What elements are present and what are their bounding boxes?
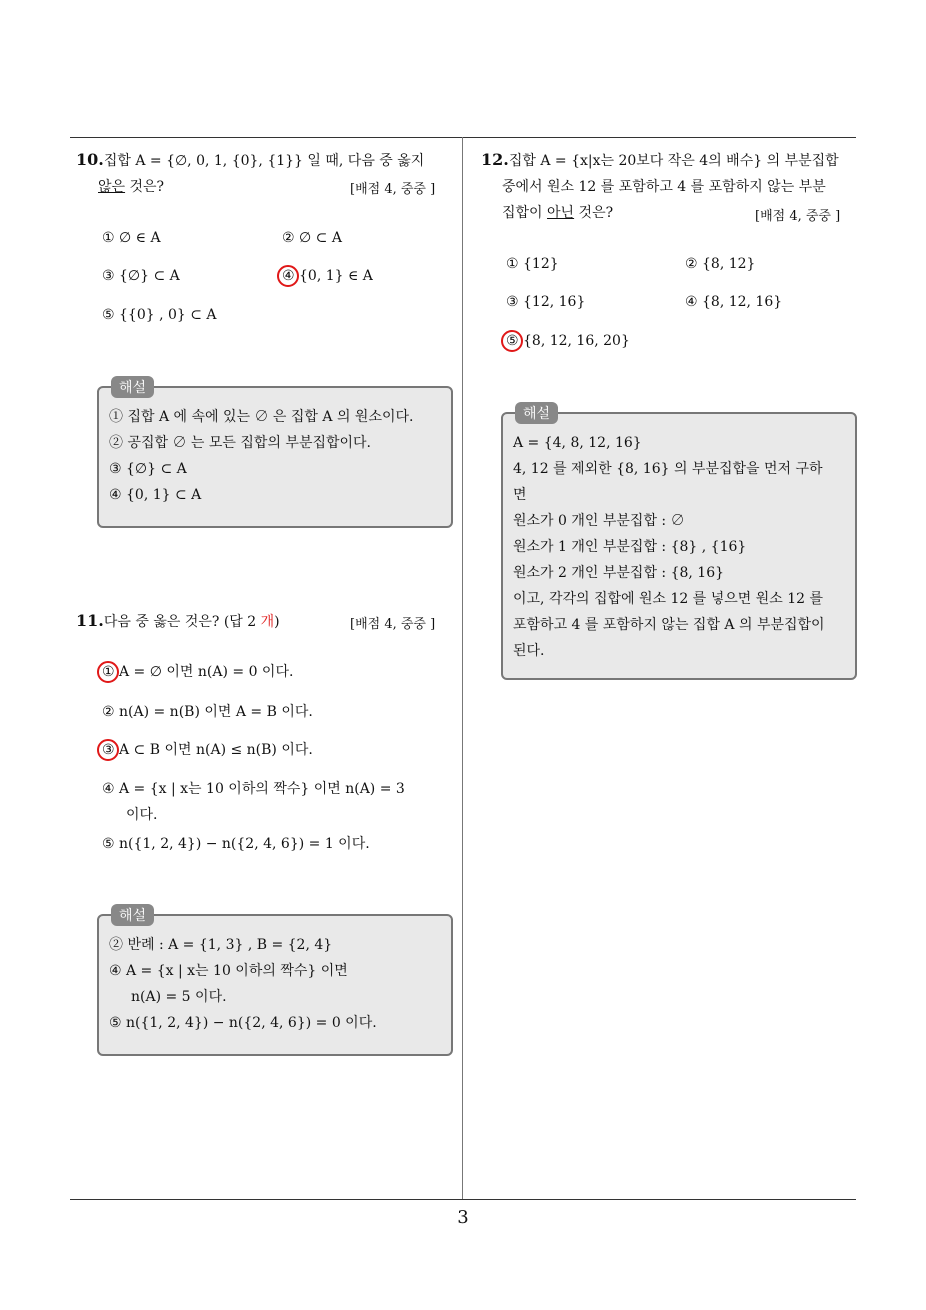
q11-option-1[interactable]: ① A = ∅ 이면 n(A) = 0 이다. <box>102 664 294 680</box>
q12-stem-line2: 중에서 원소 12 를 포함하고 4 를 포함하지 않는 부분 <box>502 179 826 195</box>
q11-answer-circle-mark-2 <box>97 739 119 761</box>
q10-solution-line: ② 공집합 ∅ 는 모든 집합의 부분집합이다. <box>109 435 372 451</box>
column-divider <box>462 137 463 1200</box>
q12-solution-line: 원소가 1 개인 부분집합 : {8} , {16} <box>513 539 747 555</box>
q12-solution-line: 4, 12 를 제외한 {8, 16} 의 부분집합을 먼저 구하 <box>513 461 823 477</box>
q10-stem-text: 집합 A = {∅, 0, 1, {0}, {1}} 일 때, 다음 중 옳지 <box>103 153 425 169</box>
q10-option-5[interactable]: ⑤ {{0} , 0} ⊂ A <box>102 307 217 323</box>
q10-solution-line: ④ {0, 1} ⊂ A <box>109 487 202 503</box>
q10-score-meta: [배점 4, 중중 ] <box>350 182 436 197</box>
q12-stem-line3 <box>502 203 613 223</box>
q12-option-4[interactable]: ④ {8, 12, 16} <box>685 294 783 310</box>
q12-option-1[interactable]: ① {12} <box>506 256 559 272</box>
q12-solution-line: 포함하고 4 를 포함하지 않는 집합 A 의 부분집합이 <box>513 617 825 633</box>
q12-answer-circle-mark <box>501 330 523 352</box>
q11-answer-circle-mark-1 <box>97 661 119 683</box>
q10-option-2[interactable]: ② ∅ ⊂ A <box>282 230 342 246</box>
q11-option-2[interactable]: ② n(A) = n(B) 이면 A = B 이다. <box>102 704 313 720</box>
q11-solution-box <box>97 908 453 1056</box>
q10-option-1[interactable]: ① ∅ ∈ A <box>102 230 161 246</box>
q11-solution-line: ⑤ n({1, 2, 4}) − n({2, 4, 6}) = 0 이다. <box>109 1015 377 1031</box>
q12-option-5[interactable]: ⑤ {8, 12, 16, 20} <box>506 333 630 349</box>
q10-solution-box <box>97 380 453 528</box>
q10-number: 10. <box>76 150 104 169</box>
q12-solution-line: 원소가 2 개인 부분집합 : {8, 16} <box>513 565 725 581</box>
q10-solution-tag: 해설 <box>111 376 154 398</box>
q11-solution-tag: 해설 <box>111 904 154 926</box>
q10-option-3[interactable]: ③ {∅} ⊂ A <box>102 268 180 284</box>
q11-option-4-continued: 이다. <box>126 807 158 823</box>
q11-solution-line: ② 반례 : A = {1, 3} , B = {2, 4} <box>109 937 333 953</box>
q11-score-meta: [배점 4, 중중 ] <box>350 617 436 632</box>
q10-stem-line2 <box>98 177 164 197</box>
q12-stem-pre: 집합이 <box>502 205 548 221</box>
q12-number: 12. <box>481 150 509 169</box>
q10-option-4[interactable]: ④ {0, 1} ∈ A <box>282 268 373 284</box>
q12-solution-line: 면 <box>513 487 527 503</box>
q12-stem-text: 집합 A = {x|x는 20보다 작은 4의 배수} 의 부분집합 <box>508 153 839 169</box>
q11-stem-end: ) <box>274 614 280 630</box>
q12-stem-rest: 것은? <box>574 205 614 221</box>
q11-option-4[interactable]: ④ A = {x | x는 10 이하의 짝수} 이면 n(A) = 3 <box>102 781 405 797</box>
q11-option-5[interactable]: ⑤ n({1, 2, 4}) − n({2, 4, 6}) = 1 이다. <box>102 836 370 852</box>
q10-stem-line1 <box>76 150 424 171</box>
q12-solution-line: 된다. <box>513 643 545 659</box>
q10-answer-circle-mark <box>277 265 299 287</box>
q11-stem <box>76 611 280 632</box>
q11-number: 11. <box>76 611 104 630</box>
q12-option-3[interactable]: ③ {12, 16} <box>506 294 586 310</box>
bottom-rule <box>70 1199 856 1200</box>
q12-solution-line: 이고, 각각의 집합에 원소 12 를 넣으면 원소 12 를 <box>513 591 824 607</box>
q11-stem-red-text: 개 <box>260 614 275 630</box>
q11-solution-line: n(A) = 5 이다. <box>131 989 227 1005</box>
q12-score-meta: [배점 4, 중중 ] <box>755 209 841 224</box>
q12-solution-tag: 해설 <box>515 402 558 424</box>
q12-solution-line: 원소가 0 개인 부분집합 : ∅ <box>513 513 685 529</box>
q11-stem-text: 다음 중 옳은 것은? (답 2 <box>103 614 261 630</box>
q12-solution-line: A = {4, 8, 12, 16} <box>513 435 642 451</box>
q12-solution-box <box>501 406 857 680</box>
q10-stem-rest: 것은? <box>125 179 165 195</box>
q11-option-3[interactable]: ③ A ⊂ B 이면 n(A) ≤ n(B) 이다. <box>102 742 313 758</box>
page-number: 3 <box>457 1207 469 1228</box>
top-rule <box>70 137 856 138</box>
q10-solution-line: ① 집합 A 에 속에 있는 ∅ 은 집합 A 의 원소이다. <box>109 409 414 425</box>
q12-underlined-word: 아닌 <box>547 205 575 221</box>
q11-solution-line: ④ A = {x | x는 10 이하의 짝수} 이면 <box>109 963 348 979</box>
q10-underlined-word: 않은 <box>98 179 126 195</box>
q12-stem-line1 <box>481 150 839 171</box>
q12-option-2[interactable]: ② {8, 12} <box>685 256 756 272</box>
q10-solution-line: ③ {∅} ⊂ A <box>109 461 187 477</box>
